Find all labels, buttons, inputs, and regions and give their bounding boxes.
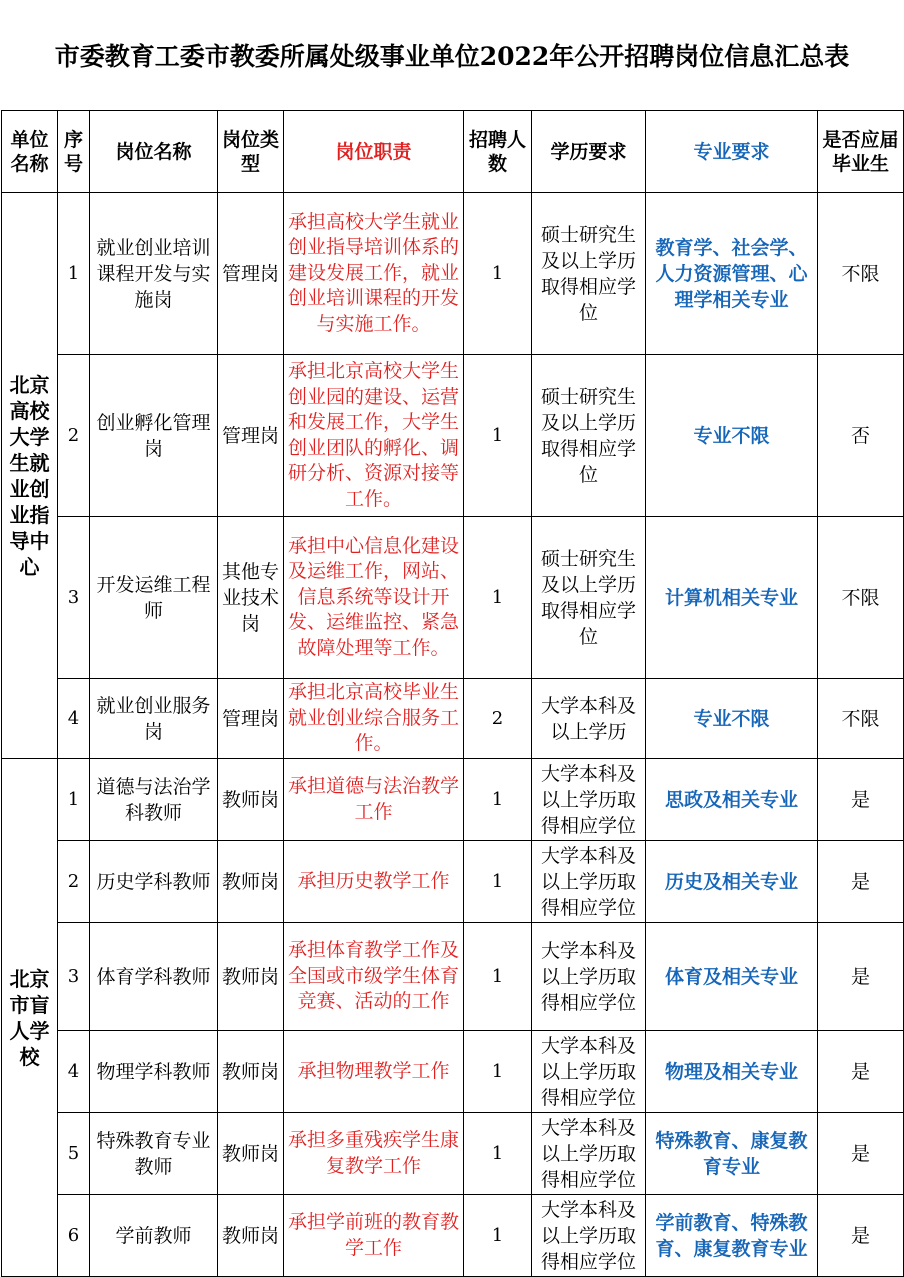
major-cell: 计算机相关专业 [646,517,818,679]
education-cell: 硕士研究生及以上学历取得相应学位 [532,193,646,355]
count-cell: 1 [464,1195,532,1277]
graduate-cell: 是 [818,1031,904,1113]
header-type: 岗位类型 [218,111,284,193]
header-unit: 单位名称 [2,111,58,193]
major-cell: 专业不限 [646,679,818,759]
count-cell: 1 [464,193,532,355]
duty-cell: 承担道德与法治教学工作 [284,759,464,841]
position-cell: 就业创业服务岗 [90,679,218,759]
major-cell: 思政及相关专业 [646,759,818,841]
table-row [2,923,904,1031]
seq-cell: 3 [58,517,90,679]
position-cell: 创业孵化管理岗 [90,355,218,517]
seq-cell: 5 [58,1113,90,1195]
type-cell: 管理岗 [218,355,284,517]
header-row [2,111,904,193]
type-cell: 教师岗 [218,759,284,841]
table-row [2,1195,904,1277]
count-cell: 1 [464,841,532,923]
duty-cell: 承担北京高校毕业生就业创业综合服务工作。 [284,679,464,759]
education-cell: 大学本科及以上学历取得相应学位 [532,923,646,1031]
type-cell: 管理岗 [218,193,284,355]
table-row [2,1031,904,1113]
table-row [2,355,904,517]
seq-cell: 4 [58,679,90,759]
header-count: 招聘人数 [464,111,532,193]
header-duty: 岗位职责 [284,111,464,193]
table-row [2,517,904,679]
header-position: 岗位名称 [90,111,218,193]
seq-cell: 4 [58,1031,90,1113]
page-title: 市委教育工委市教委所属处级事业单位2022年公开招聘岗位信息汇总表 [54,42,850,71]
type-cell: 教师岗 [218,1113,284,1195]
count-cell: 1 [464,1031,532,1113]
table-row [2,679,904,759]
seq-cell: 2 [58,355,90,517]
major-cell: 历史及相关专业 [646,841,818,923]
duty-cell: 承担历史教学工作 [284,841,464,923]
major-cell: 专业不限 [646,355,818,517]
duty-cell: 承担物理教学工作 [284,1031,464,1113]
graduate-cell: 不限 [818,679,904,759]
header-major: 专业要求 [646,111,818,193]
header-seq: 序号 [58,111,90,193]
duty-cell: 承担体育教学工作及全国或市级学生体育竞赛、活动的工作 [284,923,464,1031]
seq-cell: 1 [58,193,90,355]
unit-name-cell: 北京市盲人学校 [2,759,58,1277]
position-cell: 学前教师 [90,1195,218,1277]
duty-cell: 承担多重残疾学生康复教学工作 [284,1113,464,1195]
count-cell: 1 [464,1113,532,1195]
graduate-cell: 是 [818,923,904,1031]
table-row [2,759,904,841]
graduate-cell: 不限 [818,517,904,679]
major-cell: 体育及相关专业 [646,923,818,1031]
count-cell: 1 [464,759,532,841]
graduate-cell: 是 [818,759,904,841]
type-cell: 管理岗 [218,679,284,759]
seq-cell: 1 [58,759,90,841]
type-cell: 教师岗 [218,1031,284,1113]
count-cell: 1 [464,517,532,679]
table-row [2,841,904,923]
position-cell: 特殊教育专业教师 [90,1113,218,1195]
recruitment-table [1,110,904,1277]
table-row [2,1113,904,1195]
graduate-cell: 是 [818,1195,904,1277]
unit-name-cell: 北京高校大学生就业创业指导中心 [2,193,58,759]
graduate-cell: 是 [818,1113,904,1195]
education-cell: 硕士研究生及以上学历取得相应学位 [532,355,646,517]
duty-cell: 承担高校大学生就业创业指导培训体系的建设发展工作，就业创业培训课程的开发与实施工作。 [284,193,464,355]
graduate-cell: 否 [818,355,904,517]
count-cell: 1 [464,923,532,1031]
position-cell: 道德与法治学科教师 [90,759,218,841]
seq-cell: 6 [58,1195,90,1277]
education-cell: 大学本科及以上学历取得相应学位 [532,1031,646,1113]
type-cell: 其他专业技术岗 [218,517,284,679]
count-cell: 1 [464,355,532,517]
type-cell: 教师岗 [218,841,284,923]
graduate-cell: 是 [818,841,904,923]
duty-cell: 承担学前班的教育教学工作 [284,1195,464,1277]
major-cell: 教育学、社会学、人力资源管理、心理学相关专业 [646,193,818,355]
position-cell: 就业创业培训课程开发与实施岗 [90,193,218,355]
graduate-cell: 不限 [818,193,904,355]
education-cell: 大学本科及以上学历 [532,679,646,759]
position-cell: 开发运维工程师 [90,517,218,679]
education-cell: 大学本科及以上学历取得相应学位 [532,759,646,841]
position-cell: 物理学科教师 [90,1031,218,1113]
education-cell: 大学本科及以上学历取得相应学位 [532,1195,646,1277]
major-cell: 特殊教育、康复教育专业 [646,1113,818,1195]
education-cell: 大学本科及以上学历取得相应学位 [532,1113,646,1195]
duty-cell: 承担中心信息化建设及运维工作，网站、信息系统等设计开发、运维监控、紧急故障处理等工作。 [284,517,464,679]
position-cell: 历史学科教师 [90,841,218,923]
major-cell: 学前教育、特殊教育、康复教育专业 [646,1195,818,1277]
education-cell: 大学本科及以上学历取得相应学位 [532,841,646,923]
header-graduate: 是否应届毕业生 [818,111,904,193]
seq-cell: 2 [58,841,90,923]
type-cell: 教师岗 [218,1195,284,1277]
duty-cell: 承担北京高校大学生创业园的建设、运营和发展工作，大学生创业团队的孵化、调研分析、资源对接等工作。 [284,355,464,517]
table-row [2,193,904,355]
count-cell: 2 [464,679,532,759]
header-education: 学历要求 [532,111,646,193]
major-cell: 物理及相关专业 [646,1031,818,1113]
seq-cell: 3 [58,923,90,1031]
type-cell: 教师岗 [218,923,284,1031]
education-cell: 硕士研究生及以上学历取得相应学位 [532,517,646,679]
position-cell: 体育学科教师 [90,923,218,1031]
